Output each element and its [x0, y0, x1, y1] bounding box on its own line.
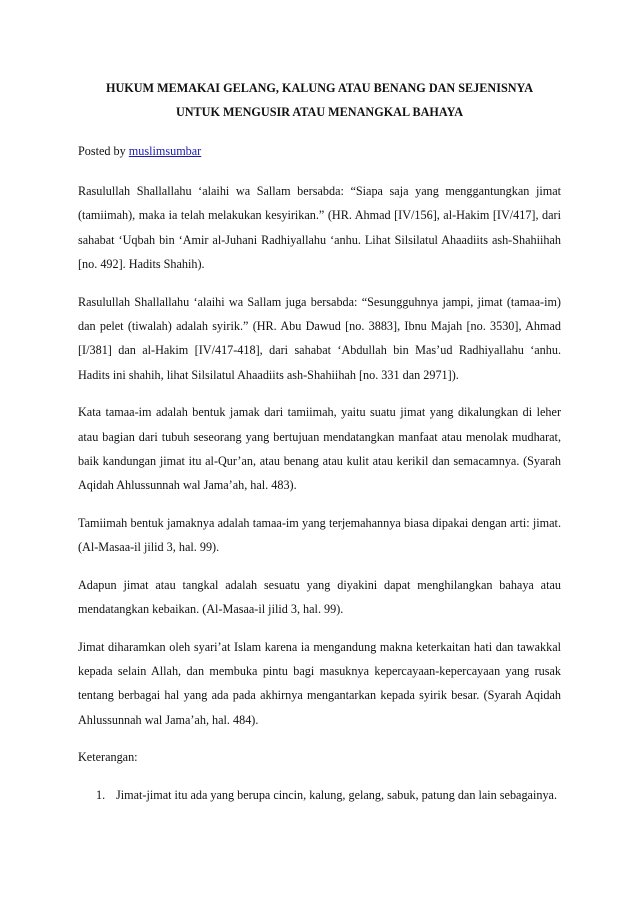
title-line-2: UNTUK MENGUSIR ATAU MENANGKAL BAHAYA — [175, 105, 464, 119]
list-item — [96, 783, 561, 807]
paragraph-6: Jimat diharamkan oleh syari’at Islam karena ia mengandung makna keterkaitan hati dan tawakkal kepada selain Allah, dan membuka pintu bagi masuknya kepercayaan-kepercayaan yang rusak tentang berbagai hal yang ada pada akhirnya mengantarkan kepada syirik besar. (Syarah Aqidah Ahlussunnah wal Jama’ah, hal. 484). — [78, 639, 561, 727]
spacer — [78, 387, 561, 400]
paragraph-2: Rasulullah Shallallahu ‘alaihi wa Sallam juga bersabda: “Sesungguhnya jampi, jimat (tamaa-im) dan pelet (tiwalah) adalah syirik.” (HR. Abu Dawud [no. 3883], Ibnu Majah [no. 3530], Ahmad [I/381] dan al-Hakim [IV/417-418], dari sahabat ‘Abdullah bin Mas’ud Radhiyallahu ‘anhu. Hadits ini shahih, lihat Silsilatul Ahaadiits ash-Shahiihah [no. 331 dan 2971]). — [78, 294, 561, 382]
spacer — [78, 770, 561, 783]
paragraph-3: Kata tamaa-im adalah bentuk jamak dari tamiimah, yaitu suatu jimat yang dikalungkan di leher atau bagian dari tubuh seseorang yang bertujuan mendatangkan manfaat atau menolak mudharat, baik kandungan jimat itu al-Qur’an, atau benang atau kulit atau kerikil dan semacamnya. (Syarah Aqidah Ahlussunnah wal Jama’ah, hal. 483). — [78, 405, 561, 493]
paragraph-4: Tamiimah bentuk jamaknya adalah tamaa-im yang terjemahannya biasa dipakai dengan arti: jimat. (Al-Masaa-il jilid 3, hal. 99). — [78, 515, 561, 555]
title-line-1: HUKUM MEMAKAI GELANG, KALUNG ATAU BENANG DAN SEJENISNYA — [105, 81, 534, 95]
spacer — [78, 560, 561, 573]
spacer — [78, 732, 561, 745]
notes-list — [78, 783, 561, 807]
spacer — [78, 277, 561, 290]
list-item-number: 1. — [96, 787, 106, 802]
list-item-text: Jimat-jimat itu ada yang berupa cincin, kalung, gelang, sabuk, patung dan lain sebagainya. — [116, 787, 557, 802]
author-link[interactable]: muslimsumbar — [128, 144, 202, 158]
document-title — [78, 76, 561, 124]
posted-by-label: Posted by — [78, 144, 129, 158]
posted-by — [78, 142, 561, 160]
notes-heading: Keterangan: — [78, 750, 138, 765]
spacer — [78, 622, 561, 635]
spacer — [78, 160, 561, 179]
spacer — [78, 498, 561, 511]
paragraph-5: Adapun jimat atau tangkal adalah sesuatu yang diyakini dapat menghilangkan bahaya atau mendatangkan kebaikan. (Al-Masaa-il jilid 3, hal. 99). — [78, 577, 561, 617]
paragraph-1: Rasulullah Shallallahu ‘alaihi wa Sallam bersabda: “Siapa saja yang menggantungkan jimat (tamiimah), maka ia telah melakukan kesyirikan.” (HR. Ahmad [IV/156], al-Hakim [IV/417], dari sahabat ‘Uqbah bin ‘Amir al-Juhani Radhiyallahu ‘anhu. Lihat Silsilatul Ahaadiits ash-Shahiihah [no. 492]. Hadits Shahih). — [78, 184, 561, 272]
